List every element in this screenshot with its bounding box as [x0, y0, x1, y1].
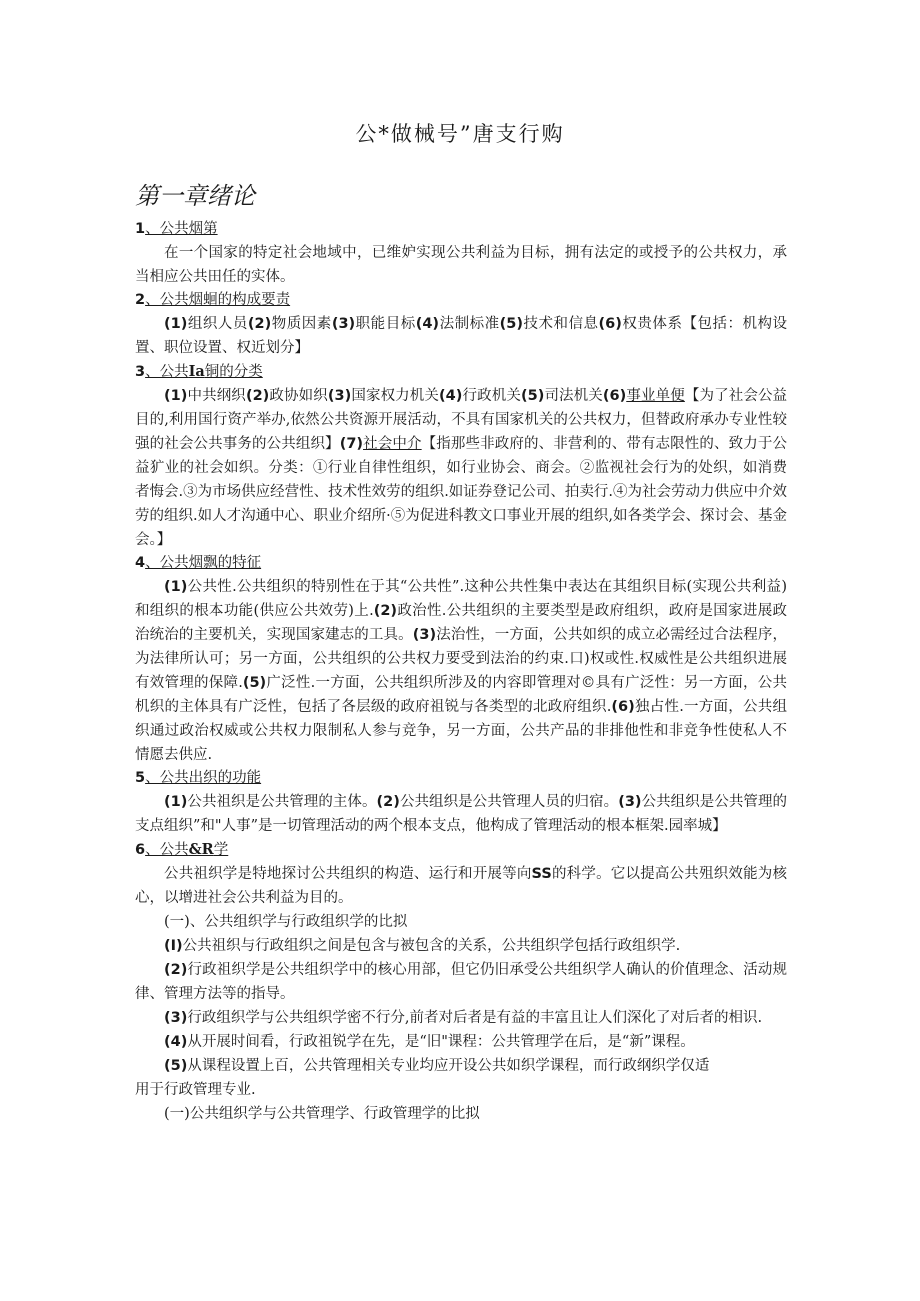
section-heading-4: 4、公共烟飘的特征	[135, 555, 262, 571]
comparison-item-4: (4)从开展时间看，行政祖锐学在先，是“旧"课程：公共管理学在后，是“新”课程。	[164, 1034, 695, 1050]
section-6-paragraph: 公共祖织学是特地探讨公共组织的构造、运行和开展等向SS的科学。它以提高公共殂织效能为核心，以增进社会公共利益为目的。	[135, 866, 787, 906]
section-2-paragraph: (1)组织人员(2)物质因素(3)职能目标(4)法制标准(5)技术和信息(6)权贵体系【包括：机构设置、职位设置、权近划分】	[135, 316, 788, 356]
section-heading-3: 3、公共Ia铜的分类	[135, 363, 263, 380]
section-heading-6: 6、公共&R学	[135, 841, 229, 858]
comparison-item-1: (I)公共祖织与行政组织之间是包含与被包含的关系，公共组织学包括行政组织学.	[164, 938, 681, 954]
section-1-paragraph: 在一个国家的特定社会地域中，已维妒实现公共利益为目标，拥有法定的或授予的公共权力，承当相应公共田任的实体。	[135, 245, 787, 285]
section-heading-5: 5、公共出织的功能	[135, 770, 262, 786]
comparison-item-3: (3)行政组织学与公共组织学密不行分,前者对后者是有益的丰富且让人们深化了对后者的相识.	[164, 1010, 763, 1026]
comparison-item-2: (2)行政祖织学是公共组织学中的核心用部，但它仍旧承受公共组织学人确认的价值理念、活动规律、管理方法等的指导。	[135, 962, 787, 1002]
section-5-paragraph: (1)公共祖织是公共管理的主体。(2)公共组织是公共管理人员的归宿。(3)公共组织是公共管理的支点组织”和"人事”是一切管理活动的两个根本支点，他构成了管理活动的根本框架.园率城】	[135, 794, 788, 834]
section-heading-2: 2、公共烟蛔的构成要责	[135, 292, 291, 308]
subsection-heading-2: (一)公共组织学与公共管理学、行政管理学的比拟	[164, 1106, 480, 1122]
subsection-heading-1: (一)、公共组织学与行政组织学的比拟	[164, 914, 408, 930]
comparison-item-5: (5)从课程设置上百，公共管理相关专业均应开设公共如织学课程，而行政纲织学仅适	[164, 1058, 710, 1074]
chapter-heading: 第一章绪论	[135, 182, 255, 210]
section-4-paragraph: (1)公共性.公共组织的特别性在于其“公共性”.这种公共性集中表达在其组织目标(实现公共利益)和组织的根本功能(供应公共效劳)上.(2)政治性.公共组织的主要类型是政府组织，政府是国家进展政治统治的主要机关，实现国家建志的工具。(3)法治性，一方面，公共如织的成立必需经过合法程序，为法律所认可；另一方面，公共组织的公共权力要受到法治的约束.口)权或性.权威性是公共组织进展有效管理的保障.(5)广泛性.一方面，公共组织所涉及的内容即管理对©具有广泛性：另一方面，公共机织的主体具有广泛性，包括了各层级的政府祖锐与各类型的北政府组织.(6)独占性.一方面，公共组织通过政治权威或公共权力限制私人参与竞争，另一方面，公共产品的非排他性和非竞争性使私人不情愿去供应.	[135, 579, 788, 763]
section-heading-1: 1、公共烟第	[135, 221, 218, 237]
comparison-item-5-continued: 用于行政管理专业.	[135, 1082, 256, 1098]
document-title: 公*做械号”唐支行购	[355, 122, 565, 146]
document-body	[135, 218, 787, 1126]
section-3-paragraph: (1)中共纲织(2)政协如织(3)国家权力机关(4)行政机关(5)司法机关(6)事业单便【为了社会公益目的,利用国行资产举办,依然公共资源开展活动，不具有国家机关的公共权力，但替政府承办专业性较强的社会公共事务的公共组织】(7)社会中介【指那些非政府的、非营利的、带有志限性的、致力于公益犷业的社会如织。分类：①行业自律性组织，如行业协会、商会。②监视社会行为的处织，如消费者悔会.③为市场供应经营性、技术性效劳的组织.如证券登记公司、拍卖行.④为社会劳动力供应中介效劳的组织.如人才沟通中心、职业介绍所·⑤为促进科教文口事业开展的组织,如各类学会、探讨会、基金会。】	[135, 388, 788, 548]
